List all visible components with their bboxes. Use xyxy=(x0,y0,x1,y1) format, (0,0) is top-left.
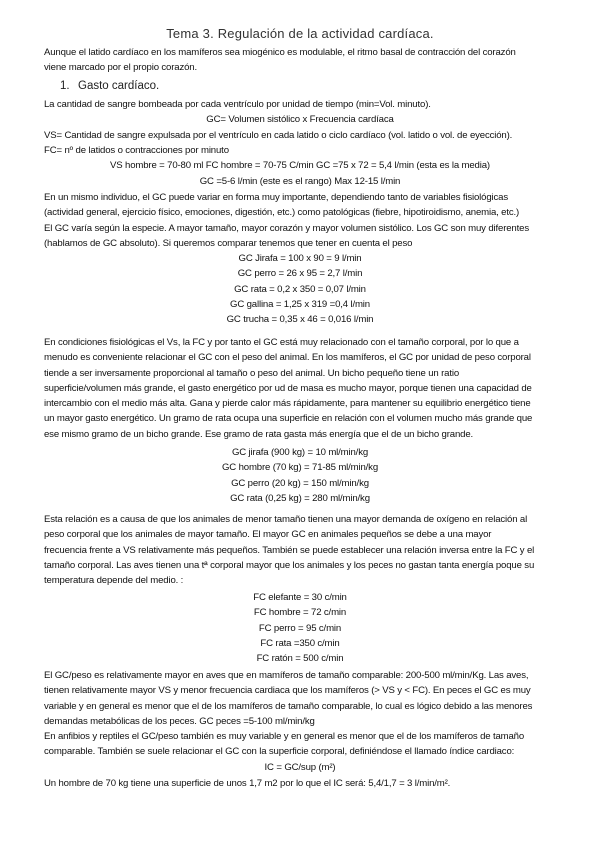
formula-ic: IC = GC/sup (m²) xyxy=(264,762,336,773)
fc-species-item: FC ratón = 500 c/min xyxy=(256,653,344,665)
formula-gc: GC= Volumen sistólico x Frecuencia cardíaca xyxy=(206,114,394,125)
relation-paragraph xyxy=(44,512,574,588)
fc-species-list xyxy=(0,590,600,666)
definitions-vs-fc xyxy=(44,128,574,159)
gc-per-kg-item: GC jirafa (900 kg) = 10 ml/min/kg xyxy=(231,447,369,458)
text-line: superficie/volumen más grande, el gasto energético por ud de masa es mucho mayor, porque tienen una capacidad de xyxy=(44,382,532,394)
gc-species-item: GC trucha = 0,35 x 46 = 0,016 l/min xyxy=(226,314,374,326)
gc-per-kg-list xyxy=(0,445,600,506)
birds-paragraph xyxy=(44,668,574,760)
text-line: En condiciones fisiológicas el Vs, la FC y por tanto el GC está muy relacionado con el tamaño corporal, por lo que a xyxy=(44,337,519,348)
text-line: (hablamos de GC absoluto). Si queremos comparar tenemos que tener en cuenta el peso xyxy=(44,237,413,249)
text-line: El GC varía según la especie. A mayor tamaño, mayor corazón y mayor volumen sistólico. Los GC son muy diferentes xyxy=(44,222,529,234)
variation-paragraph xyxy=(44,190,574,251)
text-line: Esta relación es a causa de que los animales de menor tamaño tienen una mayor demanda de oxígeno en relación al xyxy=(44,514,528,525)
gc-species-item: GC gallina = 1,25 x 319 =0,4 l/min xyxy=(230,298,370,310)
intro-paragraph xyxy=(44,45,574,76)
text-line: El GC/peso es relativamente mayor en aves que en mamíferos de tamaño comparable: 200-500 ml/min/Kg. Las aves, xyxy=(44,670,529,681)
text-line: (actividad general, ejercicio físico, emociones, digestión, etc.) como patológicas (fiebre, hipotiroidismo, anemia, etc.) xyxy=(44,207,520,219)
page-title: Tema 3. Regulación de la actividad cardíaca. xyxy=(166,26,434,41)
definitions-block xyxy=(44,97,574,112)
fc-species-item: FC hombre = 72 c/min xyxy=(253,607,347,619)
gc-species-item: GC perro = 26 x 95 = 2,7 l/min xyxy=(237,268,363,280)
text-line: tamaño corporal. Las aves tienen una tª corporal mayor que los animales y los peces no gastan tanta energía poque su xyxy=(44,559,535,571)
section-label: Gasto cardíaco. xyxy=(78,80,160,92)
text-line: peso corporal que los animales de mayor tamaño. El mayor GC en animales pequeños se debe a una mayor xyxy=(44,529,492,541)
text-line: ese mismo gramo de un bicho grande. Ese gramo de rata gasta más energía que el de un bicho grande. xyxy=(44,428,474,440)
fc-species-item: FC rata =350 c/min xyxy=(260,637,340,649)
final-paragraph xyxy=(44,776,574,791)
text-line: Aunque el latido cardíaco en los mamíferos sea miogénico es modulable, el ritmo basal de contracción del corazón xyxy=(44,47,516,58)
text-line: En un mismo individuo, el GC puede variar en forma muy importante, dependiendo tanto de variables fisiológicas xyxy=(44,192,508,203)
text-line: Un hombre de 70 kg tiene una superficie de unos 1,7 m2 por lo que el IC será: 5,4/1,7 = 3 l/min/m². xyxy=(44,778,451,789)
text-line: tienen relativamente mayor VS y menor frecuencia cardiaca que los mamíferos (> VS y < FC). En peces el GC es muy xyxy=(44,685,531,697)
definition-line: La cantidad de sangre bombeada por cada ventrículo por unidad de tiempo (min=Vol. minuto). xyxy=(44,99,431,110)
text-line: temperatura depende del medio. : xyxy=(44,575,184,587)
text-line: viene marcado por el propio corazón. xyxy=(44,62,197,74)
text-line: variable y en general es menor que el de los mamíferos de tamaño comparable, lo cual es lógico debido a las menores xyxy=(44,700,533,712)
text-line: frecuencia frente a VS relativamente más pequeños. También se puede establecer una relación inversa entre la FC y el xyxy=(44,544,535,556)
text-line: tiende a ser inversamente proporcional al tamaño o peso del animal. Un bicho pequeño tiene un ratio xyxy=(44,367,460,379)
text-line: demandas metabólicas de los peces. GC peces =5-100 ml/min/kg xyxy=(44,715,315,727)
gc-species-item: GC Jirafa = 100 x 90 = 9 l/min xyxy=(238,253,362,264)
fc-species-item: FC elefante = 30 c/min xyxy=(253,592,347,603)
text-line: un mayor gasto energético. Un gramo de rata ocupa una superficie en relación con el volumen mucho más grande que xyxy=(44,413,533,425)
physiological-paragraph xyxy=(44,335,574,442)
gc-per-kg-item: GC rata (0,25 kg) = 280 ml/min/kg xyxy=(230,492,370,504)
human-values-2: GC =5-6 l/min (este es el rango) Max 12-15 l/min xyxy=(199,176,401,187)
def-vs: VS= Cantidad de sangre expulsada por el ventrículo en cada latido o ciclo cardíaco (vol. latido o vol. de eyección). xyxy=(44,130,513,141)
text-line: intercambio con el medio más alta. Gana y pierde calor más rápidamente, para mantener su equilibrio energético tiene xyxy=(44,398,531,410)
text-line: comparable. También se suele relacionar el GC con la superficie corporal, definiéndose el llamado índice cardiaco: xyxy=(44,746,515,758)
section-number: 1. xyxy=(60,80,70,92)
human-values-1: VS hombre = 70-80 ml FC hombre = 70-75 C/min GC =75 x 72 = 5,4 l/min (esta es la media) xyxy=(110,160,490,171)
gc-species-list xyxy=(0,251,600,327)
def-fc: FC= nº de latidos o contracciones por minuto xyxy=(44,145,229,157)
gc-species-item: GC rata = 0,2 x 350 = 0,07 l/min xyxy=(234,283,366,295)
text-line: menudo es conveniente relacionar el GC con el peso del animal. En los mamíferos, el GC por unidad de peso corporal xyxy=(44,352,531,364)
text-line: En anfibios y reptiles el GC/peso también es muy variable y en general es menor que el de los mamíferos de tamaño xyxy=(44,731,525,743)
gc-per-kg-item: GC hombre (70 kg) = 71-85 ml/min/kg xyxy=(221,462,379,474)
fc-species-item: FC perro = 95 c/min xyxy=(258,622,342,634)
section-heading xyxy=(60,80,159,92)
gc-per-kg-item: GC perro (20 kg) = 150 ml/min/kg xyxy=(231,477,369,489)
